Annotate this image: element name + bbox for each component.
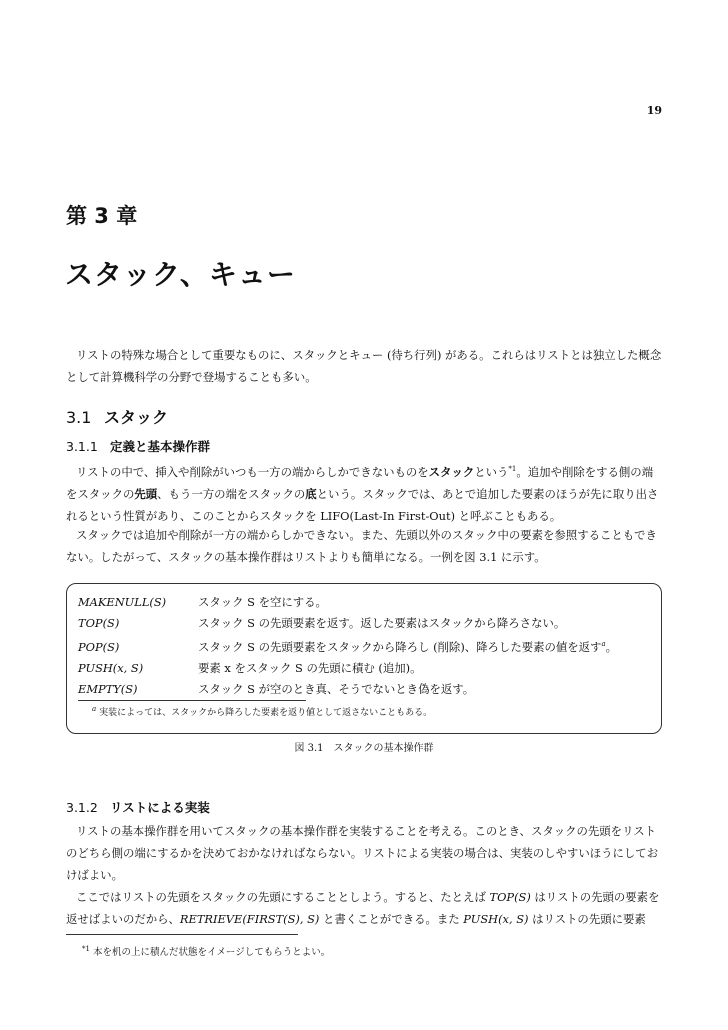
operation-description: スタック S の先頭要素を返す。返した要素はスタックから降ろさない。: [198, 616, 566, 630]
text-run: 、もう一方の端をスタックの: [157, 486, 306, 501]
text-run: ここではリストの先頭をスタックの先頭にすることとしよう。すると、たとえば: [76, 890, 490, 904]
keyword-top: 先頭: [134, 486, 158, 501]
operation-symbol: EMPTY(S): [78, 681, 138, 696]
subsection-title: リストによる実装: [110, 800, 210, 815]
chapter-number: 第 3 章: [66, 204, 138, 228]
text-run: 。: [605, 639, 618, 654]
section-title: スタック: [104, 408, 169, 427]
subsection-title: 定義と基本操作群: [110, 439, 211, 454]
math-push: PUSH(x, S): [463, 912, 529, 926]
operation-row: [78, 658, 617, 679]
text-run: という: [474, 464, 509, 479]
page-footnote: [82, 944, 330, 958]
page-number: 19: [646, 104, 662, 117]
footnote-marker: a: [92, 705, 97, 713]
keyword-stack: スタック: [428, 464, 475, 479]
math-retrieve: RETRIEVE(FIRST(S), S): [179, 912, 320, 926]
intro-paragraph: リストの特殊な場合として重要なものに、スタックとキュー (待ち行列) がある。これらはリストとは独立した概念として計算機科学の分野で登場することも多い。: [66, 348, 662, 384]
footnote-marker[interactable]: a: [601, 640, 606, 648]
box-footnote-rule: [78, 700, 306, 701]
footnote-marker: *1: [82, 944, 90, 953]
operations-intro-paragraph: スタックでは追加や削除が一方の端からしかできない。また、先頭以外のスタック中の要素を参照することもできない。したがって、スタックの基本操作群はリストよりも簡単になる。一例を図 3.1 に示す。: [66, 528, 657, 564]
operation-row: [78, 634, 617, 658]
page-footnote-text: 本を机の上に積んだ状態をイメージしてもらうとよい。: [93, 947, 331, 958]
subsection-number: 3.1.2: [66, 800, 98, 815]
text-run: はリストの先頭の要素を返せばよいのだから、: [66, 890, 660, 926]
section-number: 3.1: [66, 408, 92, 427]
operation-description: 要素 x をスタック S の先頭に積む (追加)。: [198, 660, 422, 675]
operation-symbol: PUSH(x, S): [78, 660, 144, 675]
subsection-number: 3.1.1: [66, 439, 98, 454]
footnote-marker[interactable]: *1: [508, 465, 517, 473]
operations-list: [78, 592, 617, 700]
subsection-heading-1: [66, 437, 210, 455]
operation-symbol: POP(S): [78, 639, 120, 654]
text-run: という。スタックでは、あとで追加した要素のほうが先に取り出されるという性質があり、このことからスタックを LIFO(Last-In First-Out) と呼ぶこともある。: [66, 486, 659, 523]
math-top: TOP(S): [489, 890, 531, 904]
operation-row: [78, 679, 617, 700]
implementation-paragraph: リストの基本操作群を用いてスタックの基本操作群を実装することを考える。このとき、スタックの先頭をリストのどちら側の端にするかを決めておかなければならない。リストによる実装の場合は、実装のしやすいほうにしておけばよい。: [66, 824, 659, 882]
implementation-paragraph-2: [66, 886, 664, 930]
operation-symbol: MAKENULL(S): [78, 595, 167, 609]
box-footnote-text: 実装によっては、スタックから降ろした要素を返り値として返さないこともある。: [99, 708, 433, 718]
section-heading: [66, 405, 168, 428]
text-run: はリストの先頭に要素: [528, 912, 646, 926]
definition-paragraph: [66, 458, 664, 527]
text-run: 。追加や削除をする側の端をスタックの: [66, 464, 654, 501]
chapter-title: スタック、キュー: [65, 258, 296, 291]
box-footnote: [92, 705, 432, 718]
text-run: リストの中で、挿入や削除がいつも一方の端からしかできないものを: [76, 464, 429, 479]
operation-row: [78, 613, 617, 634]
operation-description: スタック S が空のとき真、そうでないとき偽を返す。: [198, 681, 475, 696]
operation-description: スタック S を空にする。: [198, 595, 327, 609]
subsection-heading-2: [66, 798, 210, 816]
text-run: と書くことができる。また: [319, 912, 464, 926]
operation-symbol: TOP(S): [78, 616, 120, 630]
page-footnote-rule: [66, 934, 298, 935]
operation-row: [78, 592, 617, 613]
operation-description: スタック S の先頭要素をスタックから降ろし (削除)、降ろした要素の値を返す: [198, 639, 602, 654]
figure-caption: 図 3.1 スタックの基本操作群: [294, 743, 434, 754]
keyword-bottom: 底: [305, 486, 317, 501]
